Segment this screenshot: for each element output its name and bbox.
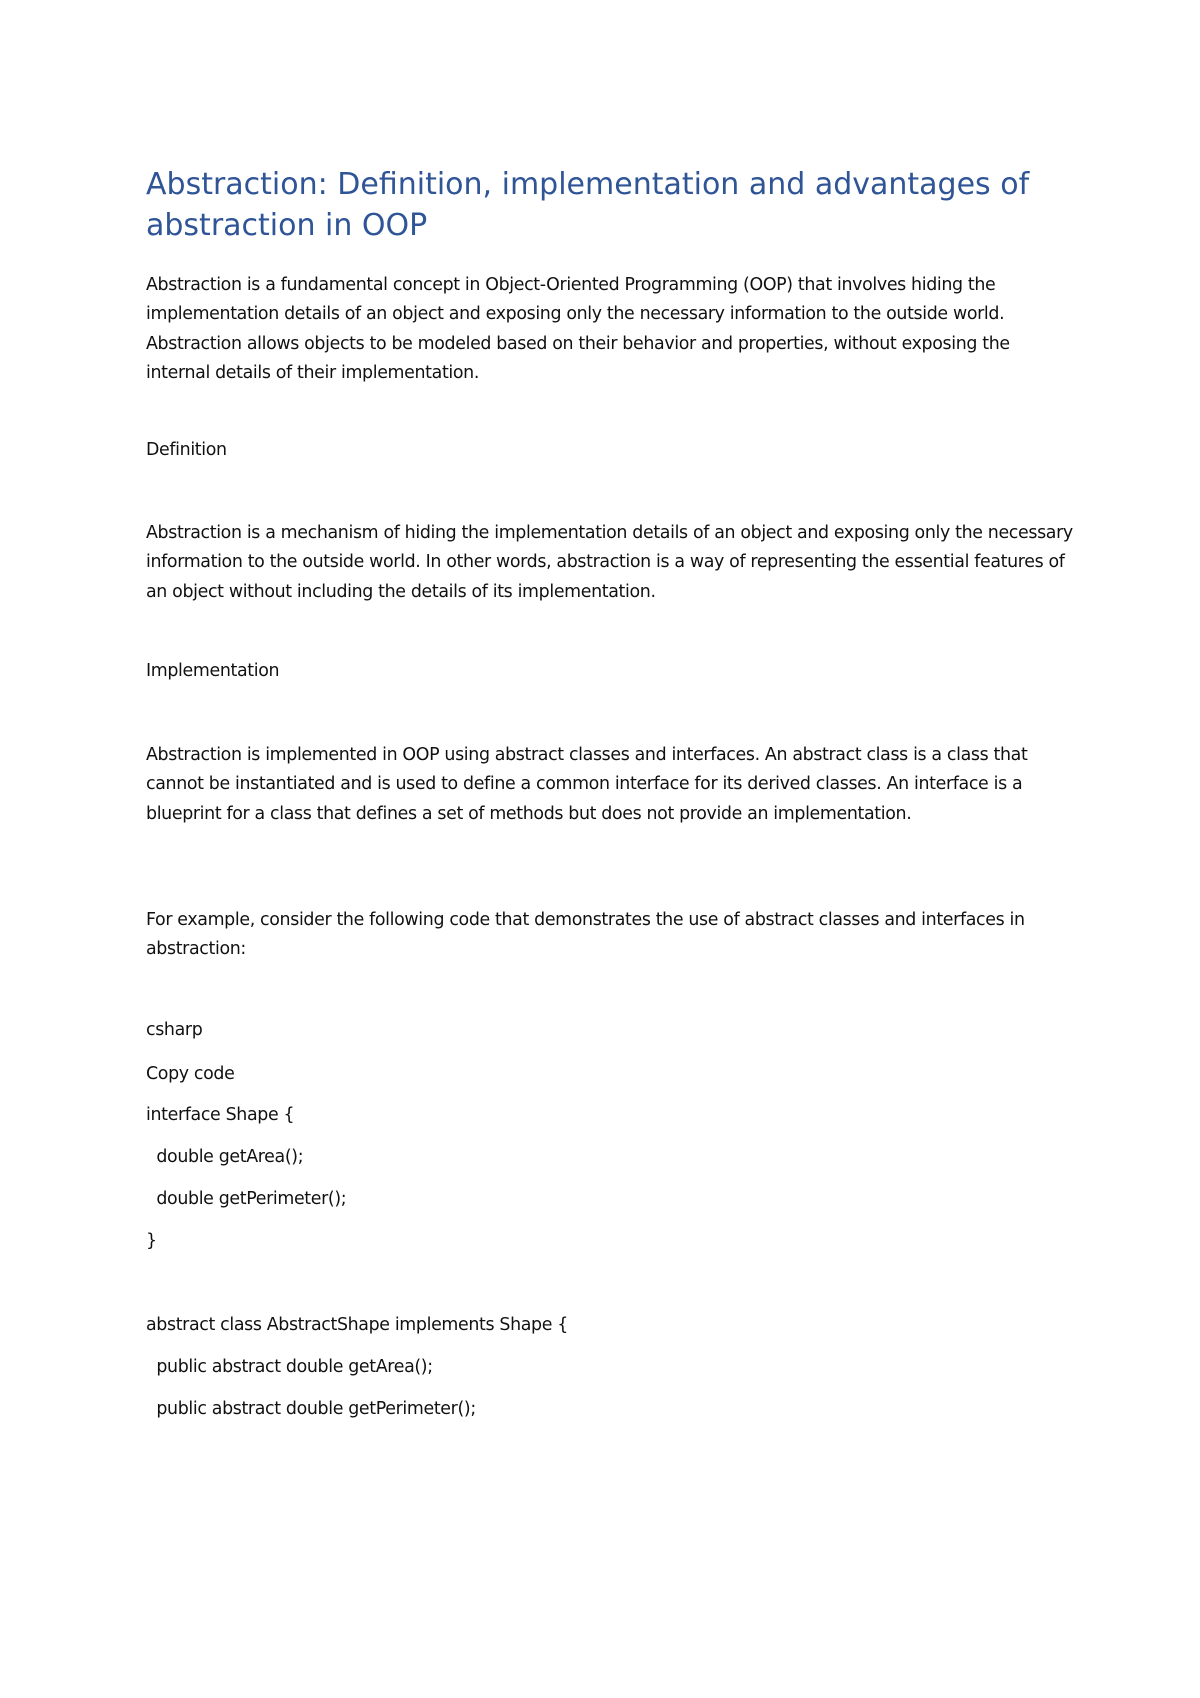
- copy-code-button[interactable]: Copy code: [146, 1064, 235, 1084]
- implementation-paragraph: Abstraction is implemented in OOP using abstract classes and interfaces. An abstract class is a class that cannot be instantiated and is used to define a common interface for its derived classes. An interface is a blueprint for a class that defines a set of methods but does not provide an implementation.: [146, 745, 1028, 824]
- code-line: double getPerimeter();: [146, 1189, 347, 1209]
- document-title: Abstraction: Definition, implementation and advantages of abstraction in OOP: [146, 167, 1030, 243]
- implementation-heading: Implementation: [146, 661, 280, 681]
- code-line: }: [146, 1231, 157, 1251]
- code-line: double getArea();: [146, 1147, 304, 1167]
- definition-heading: Definition: [146, 440, 227, 460]
- example-intro-paragraph: For example, consider the following code that demonstrates the use of abstract classes and interfaces in abstraction:: [146, 910, 1025, 960]
- intro-paragraph: Abstraction is a fundamental concept in Object-Oriented Programming (OOP) that involves hiding the implementation details of an object and exposing only the necessary information to the outside world. Abstraction allows objects to be modeled based on their behavior and properties, without exposing the internal details of their implementation.: [146, 275, 1010, 383]
- code-language-label: csharp: [146, 1020, 203, 1040]
- code-line: public abstract double getPerimeter();: [146, 1399, 476, 1419]
- code-line: abstract class AbstractShape implements Shape {: [146, 1315, 568, 1335]
- code-line: interface Shape {: [146, 1105, 295, 1125]
- code-line: public abstract double getArea();: [146, 1357, 433, 1377]
- definition-paragraph: Abstraction is a mechanism of hiding the implementation details of an object and exposing only the necessary information to the outside world. In other words, abstraction is a way of representing the essential features of an object without including the details of its implementation.: [146, 523, 1073, 602]
